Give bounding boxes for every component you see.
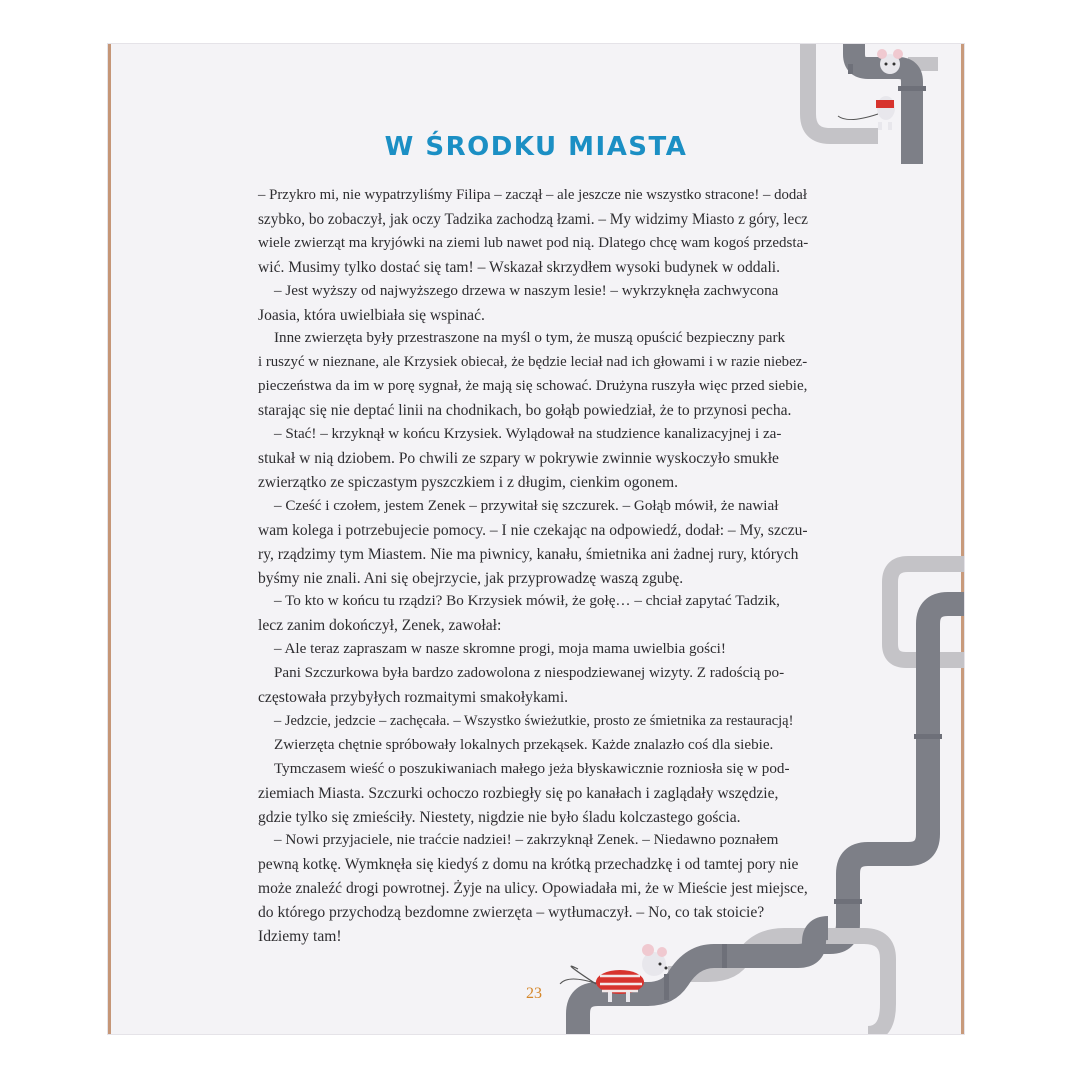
text-line: wiele zwierząt ma kryjówki na ziemi lub nawet pod nią. Dlatego chcę wam kogoś przedsta- [258, 234, 809, 251]
text-line: ziemiach Miasta. Szczurki ochoczo rozbiegły się po kanałach i zaglądały wszędzie, [258, 784, 779, 802]
text-line: może znaleźć drogi powrotnej. Żyje na ulicy. Opowiadała mi, że w Mieście jest miejsce, [258, 880, 808, 898]
text-line: wić. Musimy tylko dostać się tam! – Wskazał skrzydłem wysoki budynek w oddali. [258, 258, 781, 276]
text-line: Pani Szczurkowa była bardzo zadowolona z niespodziewanej wizyty. Z radością po- [274, 665, 785, 682]
text-line: Inne zwierzęta były przestraszone na myśl o tym, że muszą opuścić bezpieczny park [274, 330, 786, 347]
text-line: pewną kotkę. Wymknęła się kiedyś z domu na krótką przechadzkę i od tamtej pory nie [258, 856, 799, 874]
pipe-joint [664, 974, 669, 1000]
text-line: stukał w nią dziobem. Po chwili ze szpary w pokrywie zwinnie wyskoczyło smukłe [258, 449, 779, 467]
text-line: częstowała przybyłych rozmaitymi smakołykami. [258, 689, 569, 707]
text-line: szybko, bo zobaczył, jak oczy Tadzika zachodzą łzami. – My widzimy Miasto z góry, lecz [258, 210, 808, 228]
pipe-joint [914, 734, 942, 739]
book-page [108, 44, 964, 1034]
text-line: Tymczasem wieść o poszukiwaniach małego jeża błyskawicznie rozniosła się w pod- [274, 760, 790, 777]
text-line: lecz zanim dokończył, Zenek, zawołał: [258, 617, 502, 635]
text-line: starając się nie deptać linii na chodnikach, bo gołąb powiedział, że to przynosi pecha. [258, 402, 792, 420]
text-line: zwierzątko ze spiczastym pyszczkiem i z długim, cienkim ogonem. [258, 473, 679, 491]
pipe-joint [898, 86, 926, 91]
text-line: – Przykro mi, nie wypatrzyliśmy Filipa – zaczął – ale jeszcze nie wszystko stracone! – dodał [258, 187, 807, 203]
text-line: – Stać! – krzyknął w końcu Krzysiek. Wylądował na studzience kanalizacyjnej i za- [274, 426, 782, 443]
page-number: 23 [526, 985, 542, 1002]
text-line: do którego przychodzą bezdomne zwierzęta – wytłumaczył. – No, co tak stoicie? [258, 904, 765, 922]
text-line: ry, rządzimy tym Miastem. Nie ma piwnicy, kanału, śmietnika ani żadnej rury, których [258, 545, 799, 563]
text-line: – Cześć i czołem, jestem Zenek – przywitał się szczurek. – Gołąb mówił, że nawiał [274, 497, 779, 514]
text-line: gdzie tylko się zmieściły. Niestety, nigdzie nie było śladu kolczastego gościa. [258, 808, 741, 826]
text-line: byśmy nie znali. Ani się obejrzycie, jak przyprowadzę waszą zgubę. [258, 569, 684, 587]
text-line: wam kolega i potrzebujecie pomocy. – I nie czekając na odpowiedź, dodał: – My, szczu- [258, 521, 808, 539]
text-line: i ruszyć w nieznane, ale Krzysiek obiecał, że będzie leciał nad ich głowami i w razie niebez- [258, 354, 808, 371]
text-line: – Jedzcie, jedzcie – zachęcała. – Wszystko świeżutkie, prosto ze śmietnika za restauracją! [274, 712, 794, 729]
text-line: Zwierzęta chętnie spróbowały lokalnych przekąsek. Każde znalazło coś dla siebie. [274, 736, 774, 753]
text-line: Joasia, która uwielbiała się wspinać. [258, 306, 485, 324]
text-line: pieczeństwa da im w porę sygnał, że mają się schować. Drużyna ruszyła więc przed siebie, [258, 378, 808, 395]
text-line: – Jest wyższy od najwyższego drzewa w naszym lesie! – wykrzyknęła zachwycona [274, 282, 779, 299]
text-line: – To kto w końcu tu rządzi? Bo Krzysiek mówił, że gołę… – chciał zapytać Tadzik, [274, 593, 780, 610]
chapter-title: W ŚRODKU MIASTA [384, 132, 688, 162]
text-line: – Ale teraz zapraszam w nasze skromne progi, moja mama uwielbia gości! [274, 641, 726, 658]
chapter-body-text [258, 184, 808, 949]
text-line: – Nowi przyjaciele, nie traćcie nadziei! – zakrzyknął Zenek. – Niedawno poznałem [274, 832, 779, 849]
text-line: Idziemy tam! [258, 928, 342, 946]
